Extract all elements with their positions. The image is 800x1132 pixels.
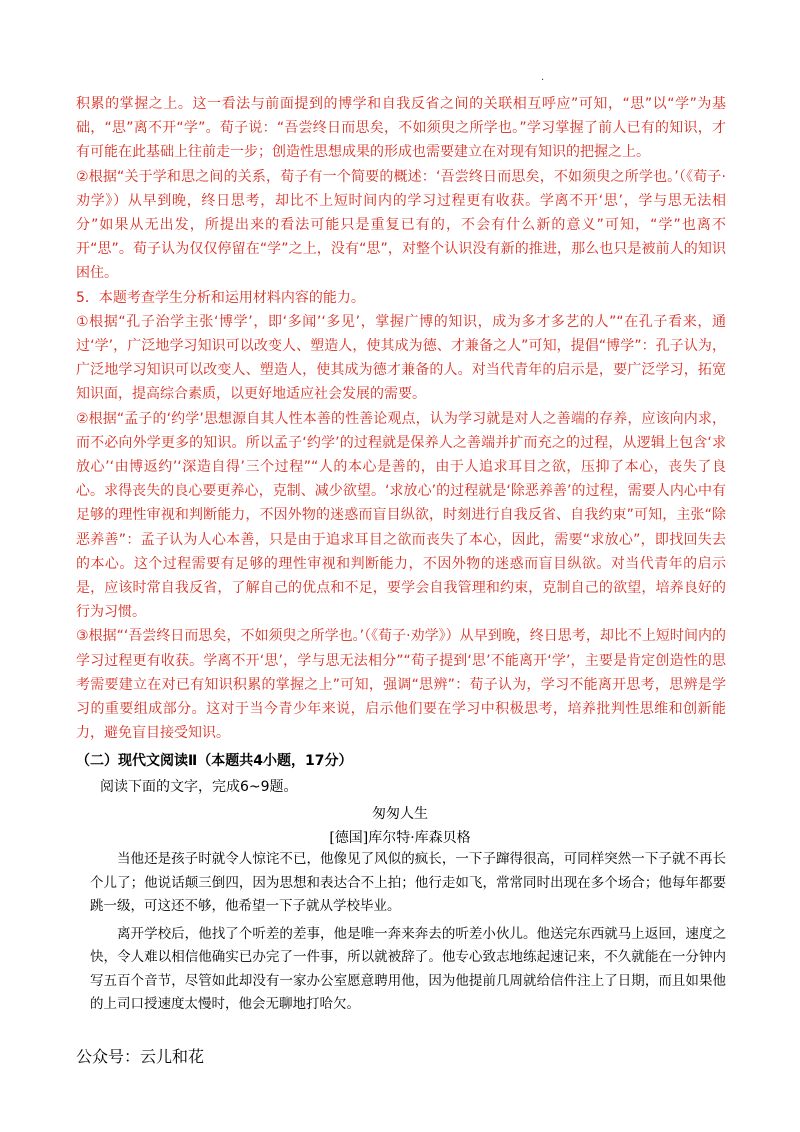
- answer-paragraph: ②根据“孟子的‘约学’思想源自其人性本善的性善论观点，认为学习就是对人之善端的存养，应该向内求，而不必向外学更多的知识。所以孟子‘约学’的过程就是保养人之善端并扩而充之的过程，从逻辑上包含‘求放心’‘由博返约’‘深造自得’三个过程”“人的本心是善的，由于人追求耳目之欲，压抑了本心，丧失了良心。求得丧失的良心要更养心，克制、减少欲望。‘求放心’的过程就是‘除恶养善’的过程，需要人内心中有足够的理性审视和判断能力，不因外物的迷惑而盲目纵欲，时刻进行自我反省、自我约束”可知，主张“除恶养善”：孟子认为人心本善，只是由于追求耳目之欲而丧失了本心，因此，需要“求放心”，即找回失去的本心。这个过程需要有足够的理性审视和判断能力，不因外物的迷惑而盲目纵欲。对当代青年的启示是，应该时常自我反省，了解自己的优点和不足，要学会自我管理和约束，克制自己的欲望，培养良好的行为习惯。: [76, 410, 726, 621]
- answer-paragraph: ③根据“‘吾尝终日而思矣，不如须臾之所学也。’（《荀子·劝学》）从早到晚，终日思考，却比不上短时间内的学习过程更有收获。学离不开‘思’，学与思无法相分”“荀子提到‘思’不能离开‘学’，主要是肯定创造性的思考需要建立在对已有知识积累的掌握之上”可知，强调“思辨”：荀子认为，学习不能离开思考，思辨是学习的重要组成部分。这对于当今青少年来说，启示他们要在学习中积极思考，培养批判性思维和创新能力，避免盲目接受知识。: [76, 628, 726, 742]
- answer-paragraph: 积累的掌握之上。这一看法与前面提到的博学和自我反省之间的关联相互呼应”可知，“思”以“学”为基础，“思”离不开“学”。荀子说：“吾尝终日而思矣，不如须臾之所学也。”学习掌握了前人已有的知识，才有可能在此基础上往前走一步；创造性思想成果的形成也需要建立在对现有知识的把握之上。: [76, 96, 726, 161]
- story-paragraph: 离开学校后，他找了个听差的差事，他是唯一奔来奔去的听差小伙儿。他送完东西就马上返回，速度之快，令人难以相信他确实已办完了一件事，所以就被辞了。他专心致志地练起速记来，不久就能在一分钟内写五百个音节，尽管如此却没有一家办公室愿意聘用他，因为他提前几周就给信件注上了日期，而且如果他的上司口授速度太慢时，他会无聊地打哈欠。: [90, 925, 726, 1012]
- section-heading: （二）现代文阅读Ⅱ（本题共4小题，17分）: [76, 753, 353, 769]
- header-dot: .: [541, 72, 545, 83]
- story-title: 匆匆人生: [372, 806, 428, 822]
- story-body: [90, 848, 726, 1021]
- footer-wechat-account: 公众号：云儿和花: [76, 1047, 205, 1066]
- section-instruction: 阅读下面的文字，完成6~9题。: [100, 779, 298, 795]
- answer-paragraph: ②根据“关于学和思之间的关系，荀子有一个简要的概述：‘吾尝终日而思矣，不如须臾之所学也。’（《荀子·劝学》）从早到晚，终日思考，却比不上短时间内的学习过程更有收获。学离不开‘思’，学与思无法相分”如果从无出发，所提出来的看法可能只是重复已有的，不会有什么新的意义”可知，“学”也离不开“思”。荀子认为仅仅停留在“学”之上，没有“思”，对整个认识没有新的推进，那么也只是被前人的知识困住。: [76, 168, 726, 282]
- story-author: [德国]库尔特·库森贝格: [329, 830, 471, 846]
- answer-question-5: 5．本题考查学生分析和运用材料内容的能力。: [76, 289, 365, 306]
- answer-paragraph: ①根据“孔子治学主张‘博学’，即‘多闻’‘多见’，掌握广博的知识，成为多才多艺的人”“在孔子看来，通过‘学’，广泛地学习知识可以改变人、塑造人，使其成为德、才兼备之人”可知，提倡“博学”：孔子认为，广泛地学习知识可以改变人、塑造人，使其成为德才兼备的人。对当代青年的启示是，要广泛学习，拓宽知识面，提高综合素质，以更好地适应社会发展的需要。: [76, 313, 726, 403]
- story-paragraph: 当他还是孩子时就令人惊诧不已，他像见了风似的疯长，一下子蹿得很高，可同样突然一下子就不再长个儿了；他说话颠三倒四，因为思想和表达合不上拍；他行走如飞，常常同时出现在多个场合；他每年都要跳一级，可这还不够，他希望一下子就从学校毕业。: [90, 851, 726, 914]
- answer-explanation: [76, 92, 726, 745]
